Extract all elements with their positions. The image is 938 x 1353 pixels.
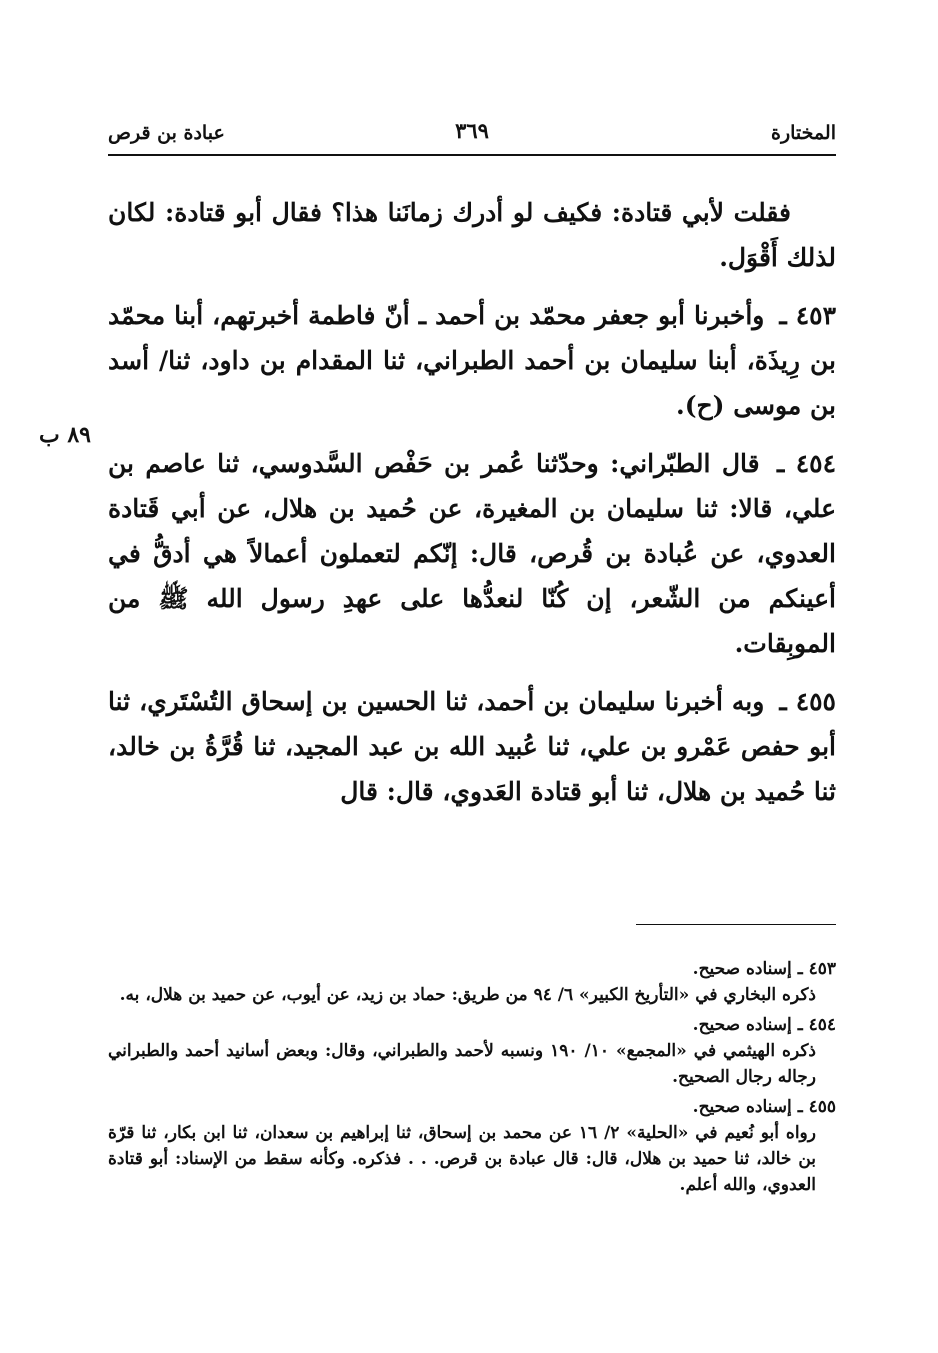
footnote-body: رواه أبو نُعيم في «الحلية» ٢/ ١٦ عن محمد بن إسحاق، ثنا إبراهيم بن سعدان، ثنا ابن بكار، ثنا قرّة بن خالد، ثنا حميد بن هلال، قال: قال عبادة بن قرص. . . فذكره. وكأنه سقط من الإسناد: أبو قتادة العدوي، والله أعلم. <box>108 1123 816 1195</box>
footnote-body: ذكره البخاري في «التأريخ الكبير» ٦/ ٩٤ من طريق: حماد بن زيد، عن أيوب، عن حميد بن هلال، به. <box>119 985 816 1005</box>
footnote-455 <box>108 1094 836 1198</box>
running-header <box>108 118 836 152</box>
manuscript-folio-note: ٨٩ ب <box>38 422 91 448</box>
footnote-heading <box>108 1094 836 1120</box>
footnotes <box>108 956 836 1202</box>
hadith-number: ٤٥٤ ـ <box>777 449 837 478</box>
hadith-453 <box>108 293 836 428</box>
footnote-number: ٤٥٤ ـ <box>797 1015 836 1035</box>
paragraph-text: وأخبرنا أبو جعفر محمّد بن أحمد ـ أنّ فاطمة أخبرتهم، أبنا محمّد بن رِيذَة، أبنا سليمان بن أحمد الطبراني، ثنا المقدام بن داود، ثنا/ أسد بن موسى (ح). <box>108 301 836 420</box>
footnote-heading <box>108 1012 836 1038</box>
hadith-455 <box>108 679 836 814</box>
main-text <box>108 190 836 827</box>
footnote-number: ٤٥٥ ـ <box>797 1097 836 1117</box>
paragraph-text: فقلت لأبي قتادة: فكيف لو أدرك زمانَنا هذا؟ فقال أبو قتادة: لكان لذلك أَقْوَل. <box>108 198 836 272</box>
book-title: المختارة <box>771 122 836 144</box>
header-divider <box>108 154 836 156</box>
footnote-grade: إسناده صحيح. <box>692 959 792 979</box>
hadith-number: ٤٥٣ ـ <box>779 301 837 330</box>
footnote-grade: إسناده صحيح. <box>692 1097 792 1117</box>
footnote-453 <box>108 956 836 1008</box>
paragraph-text: قال الطبّراني: وحدّثنا عُمر بن حَفْص السَّدوسي، ثنا عاصم بن علي، قالا: ثنا سليمان بن المغيرة، عن حُميد بن هلال، عن أبي قَتادة العدوي، عن عُبادة بن قُرص، قال: إنّكم لتعملون أعمالاً هي أدقُّ في أعينكم من الشّعر، إن كُنّا لنعدُّها على عهدِ رسول الله ﷺ من الموبِقات. <box>108 449 836 658</box>
chapter-title: عبادة بن قرص <box>108 122 225 144</box>
footnote-grade: إسناده صحيح. <box>692 1015 792 1035</box>
footnote-heading <box>108 956 836 982</box>
hadith-454 <box>108 441 836 666</box>
footnote-454 <box>108 1012 836 1090</box>
footnote-body: ذكره الهيثمي في «المجمع» ١٠/ ١٩٠ ونسبه لأحمد والطبراني، وقال: وبعض أسانيد أحمد والطبراني رجاله رجال الصحيح. <box>108 1041 816 1087</box>
hadith-number: ٤٥٥ ـ <box>779 687 836 716</box>
paragraph-text: وبه أخبرنا سليمان بن أحمد، ثنا الحسين بن إسحاق التُسْتَري، ثنا أبو حفص عَمْرو بن علي، ثنا عُبيد الله بن عبد المجيد، ثنا قُرَّةُ بن خالد، ثنا حُميد بن هلال، ثنا أبو قتادة العَدوي، قال: قال <box>108 687 836 806</box>
paragraph-continuation <box>108 190 836 280</box>
footnote-divider <box>636 924 836 925</box>
footnote-number: ٤٥٣ ـ <box>797 959 836 979</box>
page-number: ٣٦٩ <box>455 118 489 143</box>
